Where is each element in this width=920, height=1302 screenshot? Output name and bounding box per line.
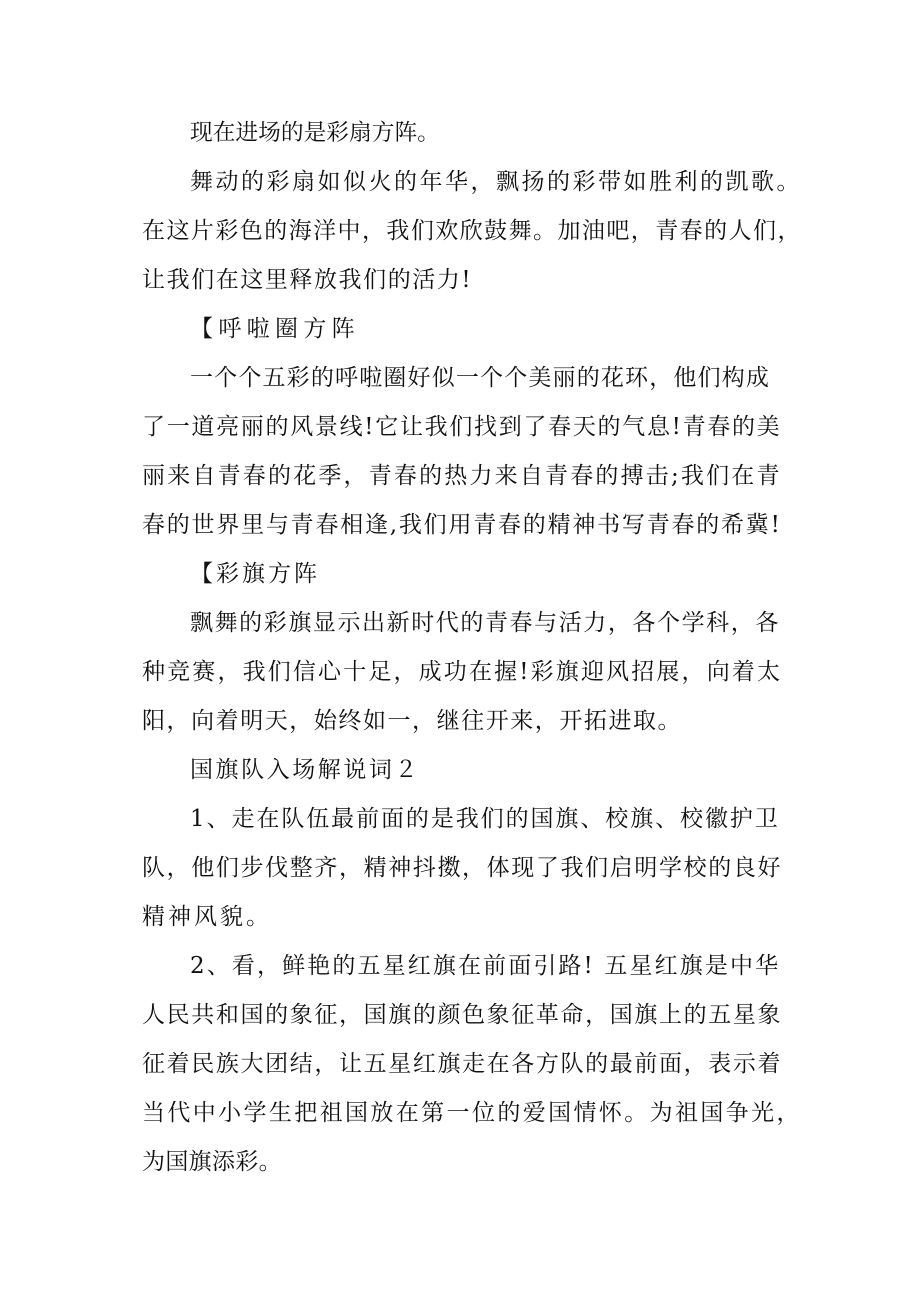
- text-line: 为国旗添彩。: [142, 1149, 282, 1175]
- text-line: 人民共和国的象征，国旗的颜色象征革命，国旗上的五星象: [142, 1002, 782, 1028]
- text-line: 种竞赛，我们信心十足，成功在握!彩旗迎风招展，向着太: [142, 659, 782, 685]
- text-line: 阳，向着明天，始终如一，继往开来，开拓进取。: [142, 708, 682, 734]
- text-line: 精神风貌。: [142, 904, 272, 930]
- text-line: 现在进场的是彩扇方阵。: [190, 120, 440, 146]
- text-line: 让我们在这里释放我们的活力!: [142, 267, 472, 293]
- text-line: 当代中小学生把祖国放在第一位的爱国情怀。为祖国争光，: [142, 1100, 802, 1126]
- text-line: 在这片彩色的海洋中，我们欢欣鼓舞。加油吧，青春的人们，: [142, 218, 802, 244]
- text-line: 1、走在队伍最前面的是我们的国旗、校旗、校徽护卫: [190, 806, 780, 832]
- section-heading: 【呼啦圈方阵: [190, 316, 360, 342]
- text-line: 征着民族大团结，让五星红旗走在各方队的最前面，表示着: [142, 1051, 782, 1077]
- section-heading: 【彩旗方阵: [190, 561, 320, 587]
- text-line: 春的世界里与青春相逢,我们用青春的精神书写青春的希冀!: [142, 512, 782, 538]
- text-line: 飘舞的彩旗显示出新时代的青春与活力，各个学科，各: [190, 610, 780, 636]
- text-line: 了一道亮丽的风景线!它让我们找到了春天的气息!青春的美: [142, 414, 782, 440]
- section-heading: 国旗队入场解说词２: [190, 757, 420, 783]
- text-line: 舞动的彩扇如似火的年华，飘扬的彩带如胜利的凯歌。: [190, 169, 802, 195]
- text-line: 队，他们步伐整齐，精神抖擞，体现了我们启明学校的良好: [142, 855, 782, 881]
- text-line: 丽来自青春的花季，青春的热力来自青春的搏击;我们在青: [142, 463, 782, 489]
- text-line: 一个个五彩的呼啦圈好似一个个美丽的花环，他们构成: [190, 365, 770, 391]
- text-line: 2、看，鲜艳的五星红旗在前面引路! 五星红旗是中华: [190, 953, 780, 979]
